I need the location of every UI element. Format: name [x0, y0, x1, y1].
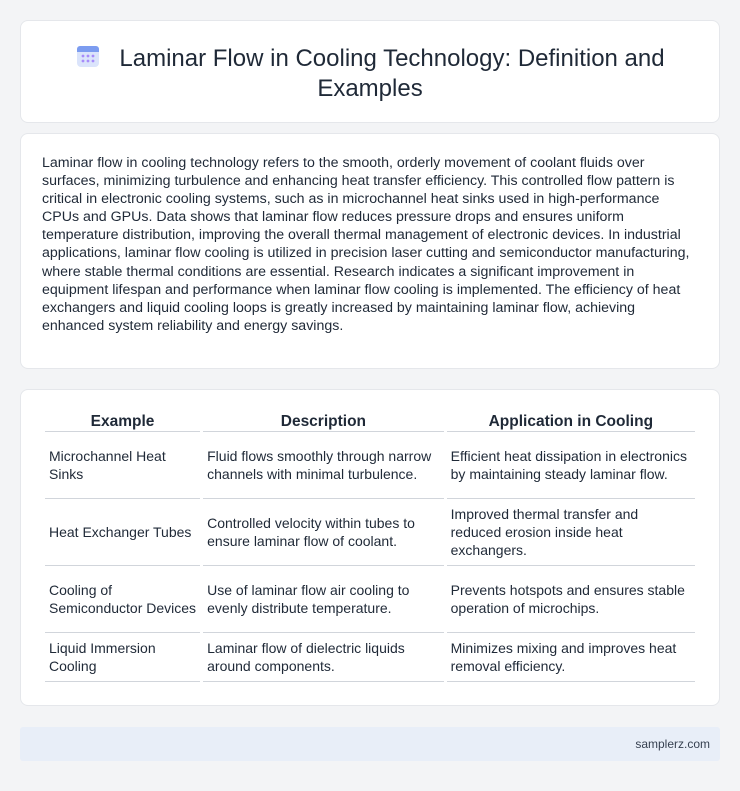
- examples-table: [42, 413, 698, 682]
- intro-paragraph: Laminar flow in cooling technology refers to the smooth, orderly movement of coolant fluids over surfaces, minimizing turbulence and enhancing heat transfer efficiency. This controlled flow pattern is critical in electronic cooling systems, such as in microchannel heat sinks used in high-performance CPUs and GPUs. Data shows that laminar flow reduces pressure drops and ensures uniform temperature distribution, improving the overall thermal management of electronic devices. In industrial applications, laminar flow cooling is utilized in precision laser cutting and semiconductor manufacturing, where stable thermal conditions are essential. Research indicates a significant improvement in equipment lifespan and performance when laminar flow cooling is implemented. The efficiency of heat exchangers and liquid cooling loops is greatly increased by maintaining laminar flow, achieving enhanced system reliability and energy savings.: [42, 155, 690, 334]
- table-row: [45, 633, 695, 682]
- cell-description: Use of laminar flow air cooling to evenly distribute temperature.: [203, 566, 444, 633]
- cell-application: Improved thermal transfer and reduced erosion inside heat exchangers.: [447, 499, 695, 566]
- table-header-row: [45, 413, 695, 432]
- cell-description: Laminar flow of dielectric liquids around components.: [203, 633, 444, 682]
- footer-site-link[interactable]: samplerz.com: [635, 737, 710, 751]
- cell-application: Efficient heat dissipation in electronics by maintaining steady laminar flow.: [447, 432, 695, 499]
- cell-application: Minimizes mixing and improves heat removal efficiency.: [447, 633, 695, 682]
- table-row: [45, 432, 695, 499]
- calendar-icon: [75, 43, 101, 69]
- examples-table-card: [20, 389, 720, 706]
- cell-example: Heat Exchanger Tubes: [45, 499, 200, 566]
- cell-description: Controlled velocity within tubes to ensure laminar flow of coolant.: [203, 499, 444, 566]
- cell-example: Cooling of Semiconductor Devices: [45, 566, 200, 633]
- table-row: [45, 499, 695, 566]
- header-example: Example: [45, 413, 200, 432]
- cell-description: Fluid flows smoothly through narrow channels with minimal turbulence.: [203, 432, 444, 499]
- cell-example: Liquid Immersion Cooling: [45, 633, 200, 682]
- header-application: Application in Cooling: [447, 413, 695, 432]
- cell-example: Microchannel Heat Sinks: [45, 432, 200, 499]
- intro-card: [20, 133, 720, 369]
- table-row: [45, 566, 695, 633]
- page-title: Laminar Flow in Cooling Technology: Definition and Examples: [119, 45, 665, 102]
- header-description: Description: [203, 413, 444, 432]
- footer-bar: [20, 727, 720, 761]
- cell-application: Prevents hotspots and ensures stable operation of microchips.: [447, 566, 695, 633]
- title-card: [20, 20, 720, 123]
- page-title-wrap: [21, 43, 719, 104]
